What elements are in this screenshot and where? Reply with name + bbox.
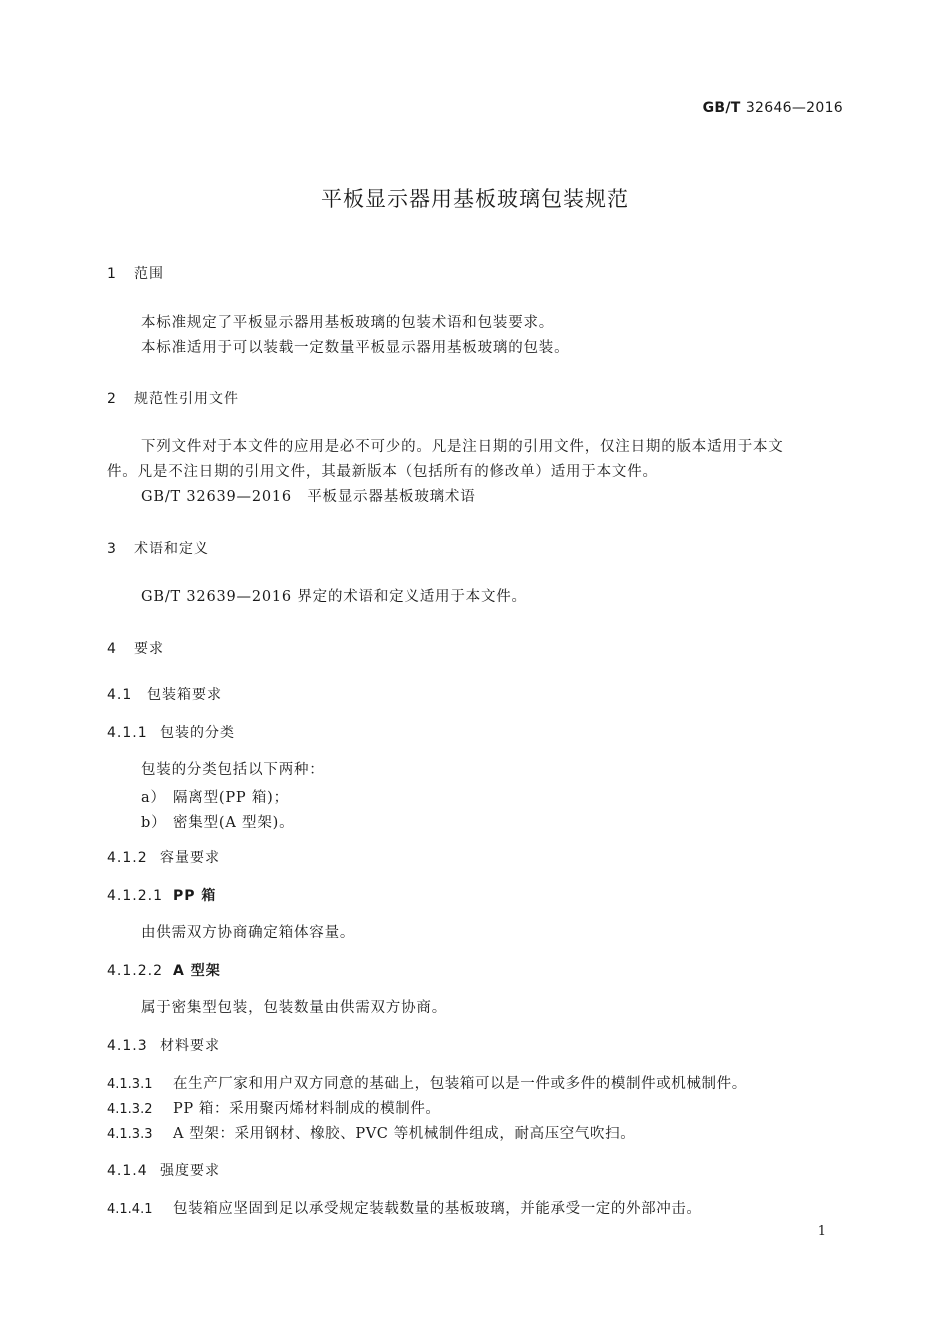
- document-title: 平板显示器用基板玻璃包装规范: [321, 187, 629, 211]
- section-4-1-2-heading: 4.1.2 容量要求: [107, 850, 220, 866]
- list-item: b） 密集型(A 型架)。: [141, 815, 295, 831]
- standard-prefix: GB/T: [702, 100, 741, 116]
- standard-number: 32646—2016: [745, 100, 843, 116]
- clause-4-1-3-1: 4.1.3.1 在生产厂家和用户双方同意的基础上，包装箱可以是一件或多件的模制件或机械制件。: [107, 1076, 747, 1092]
- section-4-1-heading: 4.1 包装箱要求: [107, 687, 222, 703]
- clause-4-1-4-1: 4.1.4.1 包装箱应坚固到足以承受规定装载数量的基板玻璃，并能承受一定的外部冲击。: [107, 1201, 702, 1217]
- section-4-1-3-heading: 4.1.3 材料要求: [107, 1038, 220, 1054]
- section-2-heading: 2 规范性引用文件: [107, 391, 239, 407]
- standard-code: [703, 100, 843, 116]
- section-4-1-2-2-heading: 4.1.2.2 A 型架: [107, 963, 221, 979]
- clause-4-1-3-3: 4.1.3.3 A 型架：采用钢材、橡胶、PVC 等机械制件组成，耐高压空气吹扫。: [107, 1126, 636, 1142]
- clause-4-1-3-2: 4.1.3.2 PP 箱：采用聚丙烯材料制成的模制件。: [107, 1101, 441, 1117]
- section-2-paragraph-line-1: 下列文件对于本文件的应用是必不可少的。凡是注日期的引用文件，仅注日期的版本适用于本文: [141, 439, 784, 455]
- section-4-1-2-1-heading: 4.1.2.1 PP 箱: [107, 888, 217, 904]
- section-3-paragraph: GB/T 32639—2016 界定的术语和定义适用于本文件。: [141, 589, 527, 605]
- section-4-1-1-intro: 包装的分类包括以下两种：: [141, 762, 325, 778]
- section-1-heading: 1 范围: [107, 266, 164, 282]
- section-2-paragraph-line-2: 件。凡是不注日期的引用文件，其最新版本（包括所有的修改单）适用于本文件。: [107, 464, 658, 480]
- list-item: a） 隔离型(PP 箱)；: [141, 790, 289, 806]
- section-1-paragraph-2: 本标准适用于可以装载一定数量平板显示器用基板玻璃的包装。: [141, 340, 570, 356]
- section-1-paragraph-1: 本标准规定了平板显示器用基板玻璃的包装术语和包装要求。: [141, 315, 555, 331]
- section-4-heading: 4 要求: [107, 641, 164, 657]
- page-number: 1: [817, 1224, 826, 1239]
- section-4-1-2-1-text: 由供需双方协商确定箱体容量。: [141, 925, 356, 941]
- section-4-1-4-heading: 4.1.4 强度要求: [107, 1163, 220, 1179]
- section-4-1-2-2-text: 属于密集型包装，包装数量由供需双方协商。: [141, 1000, 447, 1016]
- section-2-reference: GB/T 32639—2016 平板显示器基板玻璃术语: [141, 489, 476, 505]
- section-3-heading: 3 术语和定义: [107, 541, 209, 557]
- section-4-1-1-heading: 4.1.1 包装的分类: [107, 725, 235, 741]
